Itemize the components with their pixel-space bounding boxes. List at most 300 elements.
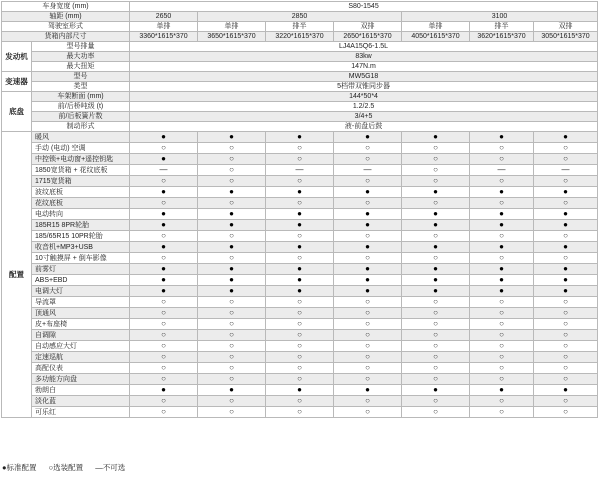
config-cell: [334, 330, 402, 341]
filled-circle-icon: ●: [433, 242, 438, 251]
config-cell: [130, 297, 198, 308]
hollow-circle-icon: ○: [297, 143, 302, 152]
filled-circle-icon: ●: [563, 385, 568, 394]
config-cell: [534, 396, 598, 407]
filled-circle-icon: ●: [365, 187, 370, 196]
cargo-value: 3650*1615*370: [198, 32, 266, 42]
config-cell: [130, 253, 198, 264]
hollow-circle-icon: ○: [297, 231, 302, 240]
config-cell: [198, 319, 266, 330]
hollow-circle-icon: ○: [499, 330, 504, 339]
cargo-value: 4050*1615*370: [402, 32, 470, 42]
config-cell: [334, 308, 402, 319]
config-cell: [402, 198, 470, 209]
config-label: 10寸触摸屏 + 倒车影像: [32, 253, 130, 264]
config-cell: [470, 209, 534, 220]
config-cell: [266, 385, 334, 396]
filled-circle-icon: ●: [563, 286, 568, 295]
filled-circle-icon: ●: [499, 209, 504, 218]
hollow-circle-icon: ○: [365, 154, 370, 163]
hollow-circle-icon: ○: [499, 319, 504, 328]
filled-circle-icon: ●: [229, 242, 234, 251]
hollow-circle-icon: ○: [161, 374, 166, 383]
config-cell: [130, 154, 198, 165]
hollow-circle-icon: ○: [229, 308, 234, 317]
filled-circle-icon: ●: [563, 209, 568, 218]
filled-circle-icon: ●: [297, 132, 302, 141]
hollow-circle-icon: ○: [499, 297, 504, 306]
hollow-circle-icon: ○: [297, 363, 302, 372]
config-cell: [470, 242, 534, 253]
hollow-circle-icon: ○: [433, 308, 438, 317]
hollow-circle-icon: ○: [563, 363, 568, 372]
hollow-circle-icon: ○: [297, 198, 302, 207]
config-cell: [534, 253, 598, 264]
filled-circle-icon: ●: [297, 385, 302, 394]
config-cell: [130, 132, 198, 143]
hollow-circle-icon: ○: [365, 231, 370, 240]
config-cell: [534, 385, 598, 396]
config-cell: [534, 176, 598, 187]
filled-circle-icon: ●: [433, 275, 438, 284]
hollow-circle-icon: ○: [365, 363, 370, 372]
config-row: [2, 165, 598, 176]
config-cell: [470, 165, 534, 176]
config-cell: [198, 308, 266, 319]
transmission-section-title: 变速器: [2, 72, 32, 92]
config-cell: [470, 297, 534, 308]
config-cell: [266, 253, 334, 264]
config-row: [2, 396, 598, 407]
config-cell: [402, 264, 470, 275]
config-label: 高配仪表: [32, 363, 130, 374]
config-row: [2, 154, 598, 165]
config-cell: [534, 319, 598, 330]
config-row: [2, 363, 598, 374]
config-cell: [130, 264, 198, 275]
filled-circle-icon: ●: [297, 209, 302, 218]
hollow-circle-icon: ○: [433, 319, 438, 328]
config-row: [2, 198, 598, 209]
hollow-circle-icon: ○: [365, 319, 370, 328]
hollow-circle-icon: ○: [161, 363, 166, 372]
config-cell: [266, 132, 334, 143]
hollow-circle-icon: ○: [229, 165, 234, 174]
config-cell: [198, 242, 266, 253]
hollow-circle-icon: ○: [499, 341, 504, 350]
config-cell: [198, 385, 266, 396]
filled-circle-icon: ●: [229, 275, 234, 284]
transmission-label: 类型: [32, 82, 130, 92]
config-row: [2, 253, 598, 264]
filled-circle-icon: ●: [365, 286, 370, 295]
dash-icon: —: [497, 165, 506, 174]
config-row: [2, 209, 598, 220]
config-label: 暖风: [32, 132, 130, 143]
hollow-circle-icon: ○: [499, 198, 504, 207]
config-cell: [130, 231, 198, 242]
engine-label: 最大功率: [32, 52, 130, 62]
filled-circle-icon: ●: [297, 264, 302, 273]
config-cell: [470, 220, 534, 231]
hollow-circle-icon: ○: [563, 319, 568, 328]
config-cell: [266, 319, 334, 330]
width-label: 车身宽度 (mm): [2, 2, 130, 12]
filled-circle-icon: ●: [365, 132, 370, 141]
filled-circle-icon: ●: [365, 264, 370, 273]
hollow-circle-icon: ○: [229, 297, 234, 306]
config-label: 顶通风: [32, 308, 130, 319]
config-cell: [198, 275, 266, 286]
config-cell: [334, 176, 402, 187]
dash-icon: —: [561, 165, 570, 174]
config-row: [2, 374, 598, 385]
hollow-circle-icon: ○: [161, 396, 166, 405]
config-cell: [402, 352, 470, 363]
config-cell: [130, 143, 198, 154]
engine-label: 最大扭矩: [32, 62, 130, 72]
config-cell: [402, 363, 470, 374]
hollow-circle-icon: ○: [433, 363, 438, 372]
config-cell: [198, 154, 266, 165]
config-cell: [402, 286, 470, 297]
config-cell: [334, 363, 402, 374]
config-cell: [534, 220, 598, 231]
transmission-value: 5档带双锥同步器: [130, 82, 598, 92]
config-cell: [402, 165, 470, 176]
filled-circle-icon: ●: [563, 220, 568, 229]
config-cell: [266, 341, 334, 352]
hollow-circle-icon: ○: [229, 198, 234, 207]
hollow-circle-icon: ○: [433, 374, 438, 383]
hollow-circle-icon: ○: [499, 176, 504, 185]
header-wheelbase-row: [2, 12, 598, 22]
hollow-circle-icon: ○: [433, 330, 438, 339]
hollow-circle-icon: ○: [365, 198, 370, 207]
hollow-circle-icon: ○: [229, 330, 234, 339]
transmission-label: 型号: [32, 72, 130, 82]
engine-value: LJ4A15Q6-1.5L: [130, 42, 598, 52]
filled-circle-icon: ●: [161, 242, 166, 251]
config-cell: [470, 308, 534, 319]
hollow-circle-icon: ○: [563, 231, 568, 240]
config-row: [2, 242, 598, 253]
config-cell: [470, 176, 534, 187]
config-row: [2, 319, 598, 330]
config-label: 1715宽货箱: [32, 176, 130, 187]
config-label: 185R15 8PR轮胎: [32, 220, 130, 231]
filled-circle-icon: ●: [161, 385, 166, 394]
transmission-row: [2, 72, 598, 82]
config-cell: [334, 165, 402, 176]
config-cell: [266, 308, 334, 319]
hollow-circle-icon: ○: [229, 176, 234, 185]
config-cell: [130, 209, 198, 220]
config-cell: [266, 330, 334, 341]
config-cell: [130, 341, 198, 352]
config-cell: [334, 341, 402, 352]
config-row: [2, 275, 598, 286]
hollow-circle-icon: ○: [297, 407, 302, 416]
config-label: ABS+EBD: [32, 275, 130, 286]
config-cell: [266, 264, 334, 275]
filled-circle-icon: ●: [297, 275, 302, 284]
config-cell: [402, 407, 470, 418]
hollow-circle-icon: ○: [297, 396, 302, 405]
hollow-circle-icon: ○: [229, 341, 234, 350]
config-cell: [198, 264, 266, 275]
config-cell: [130, 165, 198, 176]
config-row: [2, 341, 598, 352]
config-label: 淡化蓝: [32, 396, 130, 407]
config-cell: [266, 165, 334, 176]
filled-circle-icon: ●: [563, 264, 568, 273]
config-cell: [130, 407, 198, 418]
config-cell: [334, 242, 402, 253]
config-cell: [198, 297, 266, 308]
engine-row: [2, 52, 598, 62]
cargo-value: 3360*1615*370: [130, 32, 198, 42]
filled-circle-icon: ●: [229, 132, 234, 141]
config-cell: [334, 396, 402, 407]
filled-circle-icon: ●: [365, 209, 370, 218]
wheelbase-label: 轴距 (mm): [2, 12, 130, 22]
filled-circle-icon: ●: [161, 132, 166, 141]
config-cell: [266, 363, 334, 374]
config-label: 花纹底板: [32, 198, 130, 209]
config-label: 电调大灯: [32, 286, 130, 297]
wheelbase-value: 3100: [402, 12, 598, 22]
config-cell: [470, 407, 534, 418]
dash-icon: —: [295, 165, 304, 174]
config-cell: [334, 264, 402, 275]
config-cell: [198, 374, 266, 385]
filled-circle-icon: ●: [499, 220, 504, 229]
config-cell: [534, 242, 598, 253]
config-cell: [470, 198, 534, 209]
config-cell: [334, 319, 402, 330]
config-cell: [130, 319, 198, 330]
config-cell: [198, 352, 266, 363]
config-label: 定速巡航: [32, 352, 130, 363]
config-cell: [470, 330, 534, 341]
filled-circle-icon: ●: [161, 209, 166, 218]
config-cell: [402, 143, 470, 154]
hollow-circle-icon: ○: [297, 176, 302, 185]
filled-circle-icon: ●: [229, 209, 234, 218]
config-cell: [198, 330, 266, 341]
legend-standard: ●标准配置: [2, 463, 37, 472]
cargo-value: 2650*1615*370: [334, 32, 402, 42]
config-cell: [334, 143, 402, 154]
hollow-circle-icon: ○: [229, 231, 234, 240]
config-cell: [534, 143, 598, 154]
chassis-value: 1.2/2.5: [130, 102, 598, 112]
header-cargo-row: [2, 32, 598, 42]
chassis-row: [2, 112, 598, 122]
config-cell: [534, 165, 598, 176]
hollow-circle-icon: ○: [499, 352, 504, 361]
filled-circle-icon: ●: [229, 220, 234, 229]
config-cell: [534, 275, 598, 286]
config-cell: [266, 374, 334, 385]
transmission-value: MW5G18: [130, 72, 598, 82]
config-label: 皮+布座椅: [32, 319, 130, 330]
filled-circle-icon: ●: [433, 209, 438, 218]
hollow-circle-icon: ○: [433, 198, 438, 207]
config-cell: [402, 308, 470, 319]
chassis-label: 前/后桥吨级 (t): [32, 102, 130, 112]
config-cell: [470, 286, 534, 297]
config-row: [2, 385, 598, 396]
hollow-circle-icon: ○: [229, 374, 234, 383]
config-row: [2, 231, 598, 242]
config-cell: [402, 187, 470, 198]
hollow-circle-icon: ○: [297, 253, 302, 262]
config-cell: [534, 231, 598, 242]
cargo-value: 3220*1615*370: [266, 32, 334, 42]
config-cell: [334, 231, 402, 242]
legend-optional: ○选装配置: [48, 463, 84, 472]
config-cell: [334, 407, 402, 418]
filled-circle-icon: ●: [499, 264, 504, 273]
config-cell: [334, 352, 402, 363]
config-cell: [198, 176, 266, 187]
hollow-circle-icon: ○: [365, 374, 370, 383]
config-cell: [402, 297, 470, 308]
hollow-circle-icon: ○: [161, 341, 166, 350]
spec-table: [1, 1, 598, 418]
hollow-circle-icon: ○: [563, 341, 568, 350]
config-cell: [334, 220, 402, 231]
hollow-circle-icon: ○: [229, 363, 234, 372]
config-label: 多功能方向盘: [32, 374, 130, 385]
dash-icon: —: [363, 165, 372, 174]
config-label: 185/65R15 10PR轮胎: [32, 231, 130, 242]
filled-circle-icon: ●: [297, 242, 302, 251]
header-cab-row: [2, 22, 598, 32]
cargo-value: 3620*1615*370: [470, 32, 534, 42]
spec-table-body: [2, 2, 598, 418]
config-label: 前雾灯: [32, 264, 130, 275]
filled-circle-icon: ●: [229, 264, 234, 273]
filled-circle-icon: ●: [229, 286, 234, 295]
hollow-circle-icon: ○: [161, 176, 166, 185]
filled-circle-icon: ●: [563, 132, 568, 141]
hollow-circle-icon: ○: [229, 154, 234, 163]
config-cell: [470, 385, 534, 396]
cab-value: 排半: [470, 22, 534, 32]
config-cell: [402, 253, 470, 264]
config-cell: [470, 319, 534, 330]
filled-circle-icon: ●: [161, 187, 166, 196]
filled-circle-icon: ●: [161, 264, 166, 273]
filled-circle-icon: ●: [297, 286, 302, 295]
config-cell: [402, 242, 470, 253]
config-cell: [266, 198, 334, 209]
config-cell: [470, 396, 534, 407]
config-cell: [130, 363, 198, 374]
config-cell: [130, 187, 198, 198]
filled-circle-icon: ●: [563, 275, 568, 284]
cab-label: 驾驶室形式: [2, 22, 130, 32]
config-row: [2, 297, 598, 308]
hollow-circle-icon: ○: [297, 154, 302, 163]
hollow-circle-icon: ○: [499, 396, 504, 405]
config-cell: [198, 286, 266, 297]
hollow-circle-icon: ○: [297, 308, 302, 317]
chassis-label: 前/后板簧片数: [32, 112, 130, 122]
filled-circle-icon: ●: [365, 275, 370, 284]
filled-circle-icon: ●: [161, 154, 166, 163]
config-cell: [402, 396, 470, 407]
filled-circle-icon: ●: [499, 242, 504, 251]
config-row: [2, 264, 598, 275]
dash-icon: —: [159, 165, 168, 174]
config-cell: [334, 286, 402, 297]
hollow-circle-icon: ○: [563, 154, 568, 163]
config-cell: [470, 132, 534, 143]
config-cell: [470, 264, 534, 275]
config-cell: [534, 374, 598, 385]
config-cell: [402, 132, 470, 143]
config-label: 自动感应大灯: [32, 341, 130, 352]
hollow-circle-icon: ○: [433, 341, 438, 350]
chassis-row: [2, 92, 598, 102]
config-cell: [402, 154, 470, 165]
filled-circle-icon: ●: [499, 187, 504, 196]
cab-value: 双排: [334, 22, 402, 32]
config-cell: [266, 396, 334, 407]
width-value: S80-1545: [130, 2, 598, 12]
config-cell: [334, 132, 402, 143]
cab-value: 单排: [402, 22, 470, 32]
cargo-value: 3050*1615*370: [534, 32, 598, 42]
cab-value: 单排: [198, 22, 266, 32]
hollow-circle-icon: ○: [499, 253, 504, 262]
config-cell: [470, 187, 534, 198]
filled-circle-icon: ●: [499, 286, 504, 295]
chassis-label: 制动形式: [32, 122, 130, 132]
chassis-value: 144*50*4: [130, 92, 598, 102]
config-row: [2, 132, 598, 143]
filled-circle-icon: ●: [365, 242, 370, 251]
hollow-circle-icon: ○: [563, 396, 568, 405]
config-row: [2, 176, 598, 187]
hollow-circle-icon: ○: [161, 297, 166, 306]
config-cell: [534, 308, 598, 319]
config-section-title: 配置: [2, 132, 32, 418]
config-cell: [334, 253, 402, 264]
chassis-section-title: 底盘: [2, 92, 32, 132]
cab-value: 双排: [534, 22, 598, 32]
config-cell: [334, 374, 402, 385]
config-cell: [470, 341, 534, 352]
config-cell: [470, 275, 534, 286]
config-cell: [534, 352, 598, 363]
config-cell: [534, 154, 598, 165]
config-cell: [402, 176, 470, 187]
config-cell: [402, 374, 470, 385]
config-cell: [198, 165, 266, 176]
config-cell: [266, 143, 334, 154]
config-cell: [130, 374, 198, 385]
filled-circle-icon: ●: [433, 187, 438, 196]
config-cell: [402, 341, 470, 352]
hollow-circle-icon: ○: [433, 154, 438, 163]
hollow-circle-icon: ○: [499, 154, 504, 163]
hollow-circle-icon: ○: [563, 198, 568, 207]
